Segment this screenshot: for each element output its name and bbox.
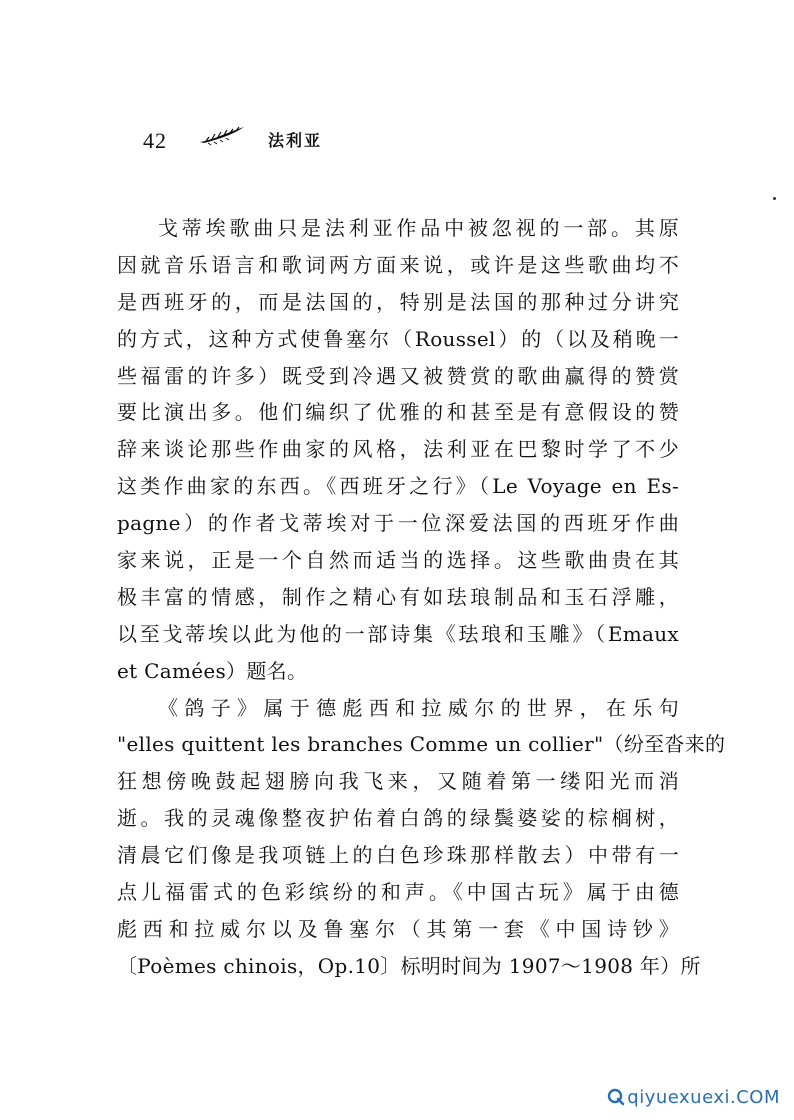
text-line: et Camées）题名。 <box>117 658 308 683</box>
running-header: 法利亚 <box>268 131 323 150</box>
text-line: 〔Poèmes chinois，Op.10〕标明时间为 1907～1908 年）所 <box>117 953 701 978</box>
text-line: 彪西和拉威尔以及鲁塞尔（其第一套《中国诗钞》 <box>117 916 679 941</box>
page-number: 42 <box>143 128 167 153</box>
text-line: 家来说，正是一个自然而适当的选择。这些歌曲贵在其 <box>117 548 679 573</box>
watermark-text: qiyuexuexi.COM <box>627 1086 780 1108</box>
text-line: 要比演出多。他们编织了优雅的和甚至是有意假设的赞 <box>117 400 679 425</box>
text-line: 这类作曲家的东西。《西班牙之行》（Le Voyage en Es- <box>117 474 679 499</box>
text-line: 以至戈蒂埃以此为他的一部诗集《珐琅和玉雕》（Emaux <box>117 621 679 646</box>
text-line: "elles quittent les branches Comme un collier"（纷至沓来的 <box>117 732 726 757</box>
text-line: pagne）的作者戈蒂埃对于一位深爱法国的西班牙作曲 <box>117 511 679 536</box>
text-line: 《鸽子》属于德彪西和拉威尔的世界，在乐句 <box>158 695 679 720</box>
text-line: 狂想傍晚鼓起翅膀向我飞来，又随着第一缕阳光而消 <box>117 769 679 794</box>
q-logo-icon <box>607 1088 625 1106</box>
text-line: 点儿福雷式的色彩缤纷的和声。《中国古玩》属于由德 <box>117 880 679 905</box>
text-line: 清晨它们像是我项链上的白色珍珠那样散去）中带有一 <box>117 843 679 868</box>
text-line: 辞来谈论那些作曲家的风格，法利亚在巴黎时学了不少 <box>117 437 679 462</box>
text-line: 是西班牙的，而是法国的，特别是法国的那种过分讲究 <box>117 289 679 314</box>
text-line: 极丰富的情感，制作之精心有如珐琅制品和玉石浮雕， <box>117 584 679 609</box>
text-line: 的方式，这种方式使鲁塞尔（Roussel）的（以及稍晚一 <box>117 326 679 351</box>
feather-ornament-icon <box>198 124 246 146</box>
body-text <box>117 210 726 985</box>
text-line: 因就音乐语言和歌词两方面来说，或许是这些歌曲均不 <box>117 252 679 277</box>
watermark <box>607 1086 780 1108</box>
text-line: 逝。我的灵魂像整夜护佑着白鸽的绿鬓婆娑的棕榈树， <box>117 806 679 831</box>
margin-dot <box>773 197 776 200</box>
text-line: 些福雷的许多）既受到冷遇又被赞赏的歌曲赢得的赞赏 <box>117 363 679 388</box>
text-line: 戈蒂埃歌曲只是法利亚作品中被忽视的一部。其原 <box>158 216 679 240</box>
